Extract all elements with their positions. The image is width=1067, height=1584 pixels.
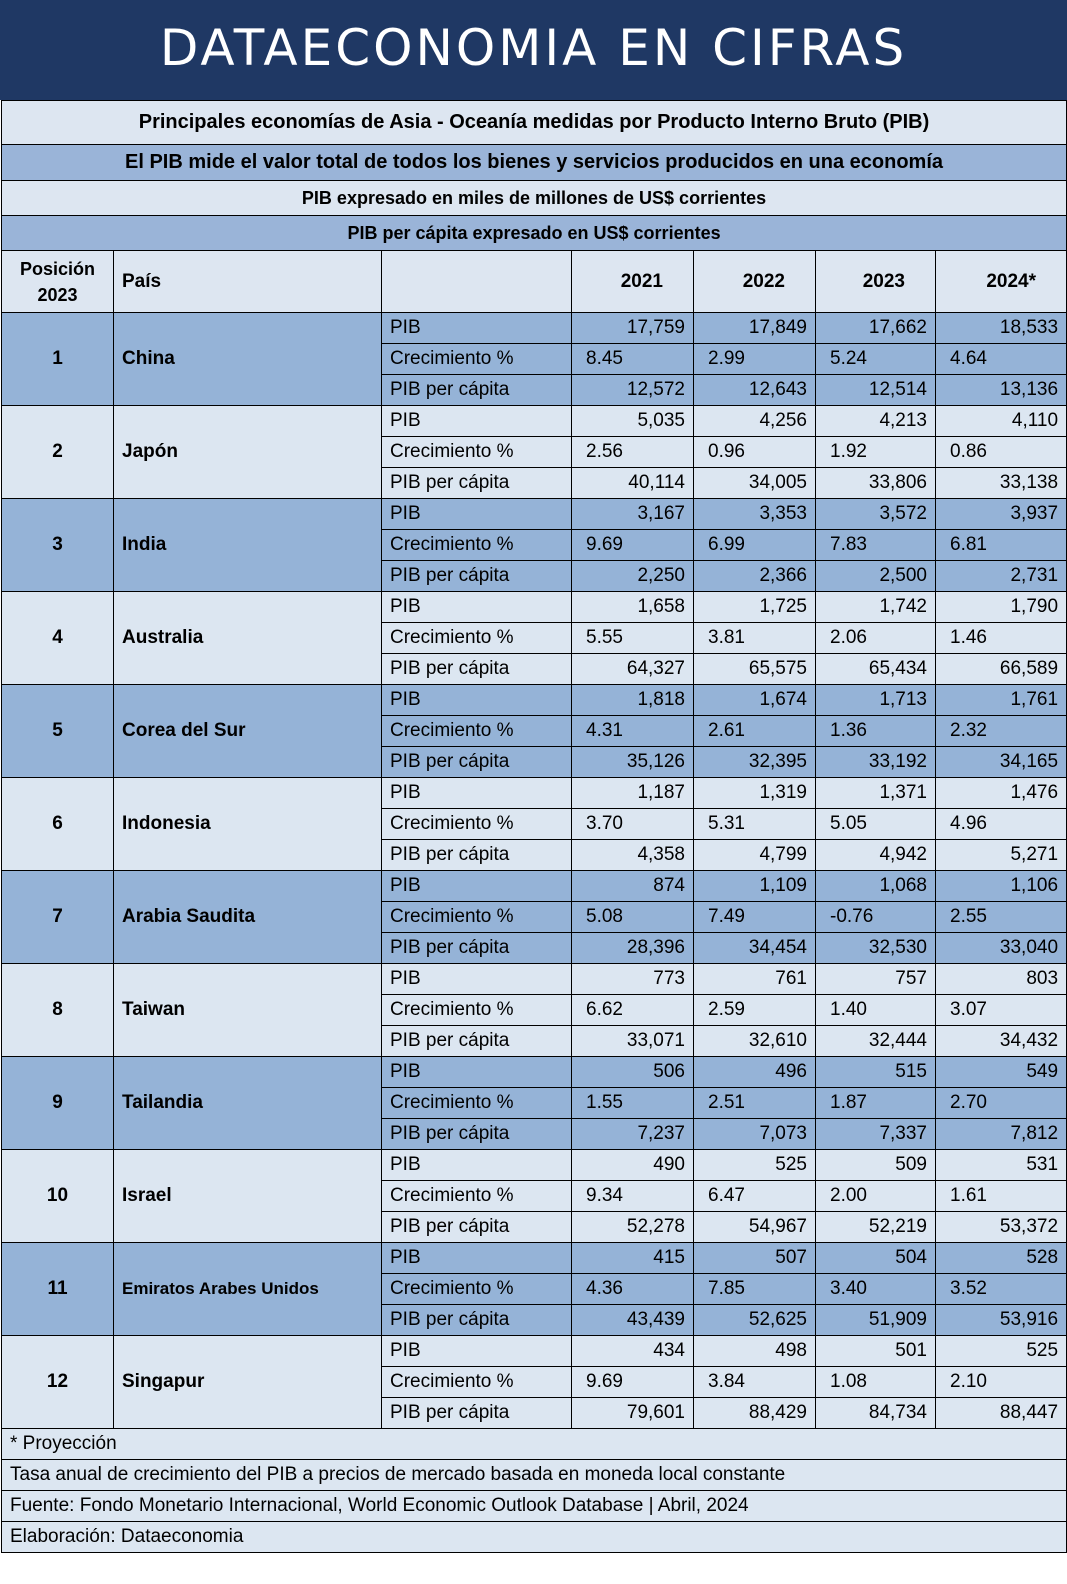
value-cell: 32,610	[694, 1026, 816, 1057]
metric-label: PIB	[382, 313, 572, 344]
country-name: Emiratos Arabes Unidos	[114, 1243, 382, 1336]
value-cell: 3.52	[936, 1274, 1067, 1305]
value-cell: 4,358	[572, 840, 694, 871]
value-cell: 88,447	[936, 1398, 1067, 1429]
value-cell: 1,713	[816, 685, 936, 716]
metric-label: Crecimiento %	[382, 902, 572, 933]
column-header-position: Posición 2023	[2, 251, 114, 313]
value-cell: 531	[936, 1150, 1067, 1181]
value-cell: 874	[572, 871, 694, 902]
country-rank: 11	[2, 1243, 114, 1336]
value-cell: 415	[572, 1243, 694, 1274]
value-cell: 43,439	[572, 1305, 694, 1336]
value-cell: 1,371	[816, 778, 936, 809]
value-cell: 507	[694, 1243, 816, 1274]
value-cell: 1,106	[936, 871, 1067, 902]
value-cell: 2.00	[816, 1181, 936, 1212]
footnote-row	[2, 1522, 1067, 1553]
value-cell: 65,434	[816, 654, 936, 685]
unit-note-percap: PIB per cápita expresado en US$ corrientes	[2, 216, 1067, 251]
value-cell: 1,319	[694, 778, 816, 809]
value-cell: 1,476	[936, 778, 1067, 809]
value-cell: 7,337	[816, 1119, 936, 1150]
table-row	[2, 685, 1067, 716]
table-row	[2, 1336, 1067, 1367]
value-cell: 761	[694, 964, 816, 995]
value-cell: 2.99	[694, 344, 816, 375]
value-cell: 1.36	[816, 716, 936, 747]
value-cell: 34,165	[936, 747, 1067, 778]
value-cell: 32,395	[694, 747, 816, 778]
value-cell: 7.85	[694, 1274, 816, 1305]
value-cell: 528	[936, 1243, 1067, 1274]
value-cell: 5.08	[572, 902, 694, 933]
metric-label: PIB per cápita	[382, 654, 572, 685]
value-cell: 1,674	[694, 685, 816, 716]
value-cell: 4,256	[694, 406, 816, 437]
value-cell: 1.40	[816, 995, 936, 1026]
value-cell: 7.83	[816, 530, 936, 561]
value-cell: 803	[936, 964, 1067, 995]
country-name: Indonesia	[114, 778, 382, 871]
value-cell: 33,071	[572, 1026, 694, 1057]
value-cell: 12,643	[694, 375, 816, 406]
value-cell: 2,366	[694, 561, 816, 592]
metric-label: PIB per cápita	[382, 1398, 572, 1429]
value-cell: 509	[816, 1150, 936, 1181]
value-cell: 32,530	[816, 933, 936, 964]
country-name: Tailandia	[114, 1057, 382, 1150]
value-cell: 54,967	[694, 1212, 816, 1243]
value-cell: 7.49	[694, 902, 816, 933]
column-header-year: 2021	[572, 251, 694, 313]
value-cell: 3,572	[816, 499, 936, 530]
country-rank: 2	[2, 406, 114, 499]
metric-label: PIB	[382, 778, 572, 809]
footnote: Elaboración: Dataeconomia	[2, 1522, 1067, 1553]
value-cell: 501	[816, 1336, 936, 1367]
country-name: Corea del Sur	[114, 685, 382, 778]
metric-label: PIB	[382, 871, 572, 902]
country-name: Taiwan	[114, 964, 382, 1057]
metric-label: PIB per cápita	[382, 468, 572, 499]
metric-label: PIB	[382, 1336, 572, 1367]
value-cell: 4,799	[694, 840, 816, 871]
value-cell: 3,353	[694, 499, 816, 530]
value-cell: 40,114	[572, 468, 694, 499]
value-cell: 2,731	[936, 561, 1067, 592]
value-cell: 3.40	[816, 1274, 936, 1305]
value-cell: 66,589	[936, 654, 1067, 685]
table-row	[2, 871, 1067, 902]
value-cell: 52,278	[572, 1212, 694, 1243]
value-cell: 79,601	[572, 1398, 694, 1429]
value-cell: 7,812	[936, 1119, 1067, 1150]
metric-label: Crecimiento %	[382, 1367, 572, 1398]
value-cell: 18,533	[936, 313, 1067, 344]
value-cell: 549	[936, 1057, 1067, 1088]
value-cell: 2.61	[694, 716, 816, 747]
value-cell: 1,109	[694, 871, 816, 902]
country-rank: 7	[2, 871, 114, 964]
value-cell: 2.06	[816, 623, 936, 654]
value-cell: 4.64	[936, 344, 1067, 375]
country-name: Australia	[114, 592, 382, 685]
value-cell: 1.08	[816, 1367, 936, 1398]
value-cell: 7,073	[694, 1119, 816, 1150]
value-cell: 4,110	[936, 406, 1067, 437]
value-cell: 35,126	[572, 747, 694, 778]
value-cell: 757	[816, 964, 936, 995]
country-rank: 9	[2, 1057, 114, 1150]
value-cell: 0.86	[936, 437, 1067, 468]
country-rank: 1	[2, 313, 114, 406]
metric-label: PIB per cápita	[382, 747, 572, 778]
value-cell: 9.69	[572, 530, 694, 561]
value-cell: 2.51	[694, 1088, 816, 1119]
table-subtitle: El PIB mide el valor total de todos los bienes y servicios producidos en una economía	[2, 145, 1067, 181]
value-cell: 1,725	[694, 592, 816, 623]
value-cell: 506	[572, 1057, 694, 1088]
metric-label: Crecimiento %	[382, 995, 572, 1026]
unit-note-pib: PIB expresado en miles de millones de US$ corrientes	[2, 181, 1067, 216]
metric-label: PIB per cápita	[382, 840, 572, 871]
value-cell: 9.34	[572, 1181, 694, 1212]
value-cell: 51,909	[816, 1305, 936, 1336]
metric-label: PIB per cápita	[382, 561, 572, 592]
value-cell: 1.46	[936, 623, 1067, 654]
value-cell: 2.59	[694, 995, 816, 1026]
value-cell: 33,040	[936, 933, 1067, 964]
value-cell: 53,916	[936, 1305, 1067, 1336]
value-cell: 1,068	[816, 871, 936, 902]
metric-label: PIB per cápita	[382, 1212, 572, 1243]
column-header-year: 2024*	[936, 251, 1067, 313]
value-cell: 3.84	[694, 1367, 816, 1398]
value-cell: 1,790	[936, 592, 1067, 623]
value-cell: 2.55	[936, 902, 1067, 933]
value-cell: 28,396	[572, 933, 694, 964]
value-cell: 525	[694, 1150, 816, 1181]
metric-label: Crecimiento %	[382, 437, 572, 468]
column-header-metric	[382, 251, 572, 313]
value-cell: 1,818	[572, 685, 694, 716]
country-rank: 5	[2, 685, 114, 778]
metric-label: PIB	[382, 499, 572, 530]
value-cell: 1.55	[572, 1088, 694, 1119]
value-cell: 3.07	[936, 995, 1067, 1026]
column-header-year: 2023	[816, 251, 936, 313]
table-row	[2, 1150, 1067, 1181]
value-cell: 52,625	[694, 1305, 816, 1336]
value-cell: 88,429	[694, 1398, 816, 1429]
value-cell: 434	[572, 1336, 694, 1367]
value-cell: 2.10	[936, 1367, 1067, 1398]
metric-label: Crecimiento %	[382, 809, 572, 840]
value-cell: 34,005	[694, 468, 816, 499]
country-name: Singapur	[114, 1336, 382, 1429]
value-cell: 12,572	[572, 375, 694, 406]
value-cell: 4.36	[572, 1274, 694, 1305]
table-row	[2, 1057, 1067, 1088]
value-cell: 3.81	[694, 623, 816, 654]
value-cell: 5.05	[816, 809, 936, 840]
value-cell: 7,237	[572, 1119, 694, 1150]
value-cell: 6.99	[694, 530, 816, 561]
country-name: Arabia Saudita	[114, 871, 382, 964]
value-cell: 515	[816, 1057, 936, 1088]
table-row	[2, 778, 1067, 809]
table-row	[2, 592, 1067, 623]
footnote: Fuente: Fondo Monetario Internacional, World Economic Outlook Database | Abril, 2024	[2, 1491, 1067, 1522]
metric-label: Crecimiento %	[382, 1088, 572, 1119]
value-cell: 1,761	[936, 685, 1067, 716]
value-cell: -0.76	[816, 902, 936, 933]
value-cell: 34,454	[694, 933, 816, 964]
value-cell: 6.62	[572, 995, 694, 1026]
value-cell: 84,734	[816, 1398, 936, 1429]
value-cell: 2.70	[936, 1088, 1067, 1119]
value-cell: 33,192	[816, 747, 936, 778]
country-rank: 3	[2, 499, 114, 592]
value-cell: 2.32	[936, 716, 1067, 747]
value-cell: 498	[694, 1336, 816, 1367]
country-name: Japón	[114, 406, 382, 499]
value-cell: 2,500	[816, 561, 936, 592]
value-cell: 13,136	[936, 375, 1067, 406]
metric-label: Crecimiento %	[382, 344, 572, 375]
value-cell: 3.70	[572, 809, 694, 840]
value-cell: 33,806	[816, 468, 936, 499]
metric-label: Crecimiento %	[382, 1181, 572, 1212]
table-row	[2, 313, 1067, 344]
value-cell: 9.69	[572, 1367, 694, 1398]
metric-label: PIB	[382, 1057, 572, 1088]
value-cell: 1,187	[572, 778, 694, 809]
column-header-row	[2, 251, 1067, 313]
footnote: Tasa anual de crecimiento del PIB a precios de mercado basada en moneda local constante	[2, 1460, 1067, 1491]
value-cell: 1.92	[816, 437, 936, 468]
footnote-row	[2, 1491, 1067, 1522]
metric-label: PIB per cápita	[382, 1026, 572, 1057]
value-cell: 34,432	[936, 1026, 1067, 1057]
value-cell: 1.87	[816, 1088, 936, 1119]
value-cell: 3,937	[936, 499, 1067, 530]
value-cell: 1,742	[816, 592, 936, 623]
footnote-row	[2, 1429, 1067, 1460]
gdp-table	[1, 100, 1067, 1553]
value-cell: 33,138	[936, 468, 1067, 499]
metric-label: PIB per cápita	[382, 1119, 572, 1150]
value-cell: 32,444	[816, 1026, 936, 1057]
table-row	[2, 406, 1067, 437]
value-cell: 4,213	[816, 406, 936, 437]
value-cell: 5.24	[816, 344, 936, 375]
value-cell: 17,662	[816, 313, 936, 344]
metric-label: PIB	[382, 406, 572, 437]
value-cell: 490	[572, 1150, 694, 1181]
value-cell: 525	[936, 1336, 1067, 1367]
metric-label: Crecimiento %	[382, 623, 572, 654]
value-cell: 17,759	[572, 313, 694, 344]
value-cell: 5.31	[694, 809, 816, 840]
value-cell: 65,575	[694, 654, 816, 685]
table-title: Principales economías de Asia - Oceanía medidas por Producto Interno Bruto (PIB)	[2, 101, 1067, 145]
table-row	[2, 499, 1067, 530]
country-rank: 4	[2, 592, 114, 685]
value-cell: 4,942	[816, 840, 936, 871]
table-row	[2, 1243, 1067, 1274]
country-name: China	[114, 313, 382, 406]
value-cell: 3,167	[572, 499, 694, 530]
value-cell: 64,327	[572, 654, 694, 685]
value-cell: 4.31	[572, 716, 694, 747]
table-row	[2, 964, 1067, 995]
value-cell: 53,372	[936, 1212, 1067, 1243]
metric-label: PIB	[382, 592, 572, 623]
value-cell: 6.81	[936, 530, 1067, 561]
value-cell: 504	[816, 1243, 936, 1274]
value-cell: 5,035	[572, 406, 694, 437]
value-cell: 4.96	[936, 809, 1067, 840]
metric-label: Crecimiento %	[382, 1274, 572, 1305]
metric-label: PIB	[382, 1150, 572, 1181]
column-header-year: 2022	[694, 251, 816, 313]
value-cell: 17,849	[694, 313, 816, 344]
value-cell: 496	[694, 1057, 816, 1088]
value-cell: 2,250	[572, 561, 694, 592]
metric-label: PIB per cápita	[382, 933, 572, 964]
value-cell: 0.96	[694, 437, 816, 468]
metric-label: PIB	[382, 964, 572, 995]
metric-label: Crecimiento %	[382, 530, 572, 561]
value-cell: 52,219	[816, 1212, 936, 1243]
value-cell: 5.55	[572, 623, 694, 654]
value-cell: 2.56	[572, 437, 694, 468]
metric-label: PIB	[382, 1243, 572, 1274]
metric-label: PIB per cápita	[382, 1305, 572, 1336]
country-rank: 12	[2, 1336, 114, 1429]
country-name: India	[114, 499, 382, 592]
metric-label: PIB	[382, 685, 572, 716]
banner-title: DATAECONOMIA EN CIFRAS	[0, 0, 1067, 100]
value-cell: 6.47	[694, 1181, 816, 1212]
value-cell: 1.61	[936, 1181, 1067, 1212]
value-cell: 8.45	[572, 344, 694, 375]
footnote: * Proyección	[2, 1429, 1067, 1460]
country-rank: 8	[2, 964, 114, 1057]
value-cell: 1,658	[572, 592, 694, 623]
footnote-row	[2, 1460, 1067, 1491]
value-cell: 773	[572, 964, 694, 995]
country-rank: 10	[2, 1150, 114, 1243]
metric-label: Crecimiento %	[382, 716, 572, 747]
column-header-country: País	[114, 251, 382, 313]
metric-label: PIB per cápita	[382, 375, 572, 406]
country-rank: 6	[2, 778, 114, 871]
country-name: Israel	[114, 1150, 382, 1243]
value-cell: 12,514	[816, 375, 936, 406]
value-cell: 5,271	[936, 840, 1067, 871]
